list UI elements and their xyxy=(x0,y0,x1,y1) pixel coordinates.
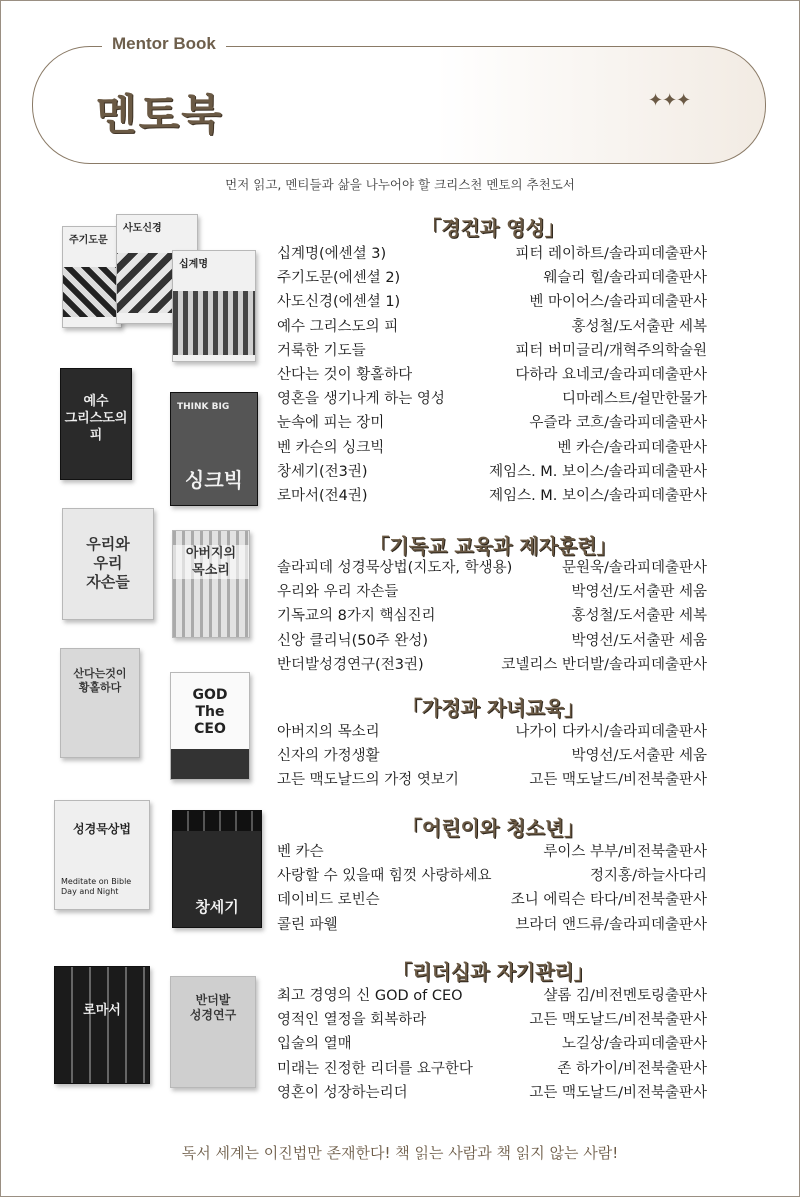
book-author-publisher: 루이스 부부/비전북출판사 xyxy=(543,844,707,860)
book-title: 십계명(에센셜 3) xyxy=(277,246,387,262)
book-list xyxy=(277,984,707,1105)
book-cover-vanderwaal-set xyxy=(170,976,256,1088)
cover-title: 우리와 우리 자손들 xyxy=(86,535,130,591)
book-title: 신앙 클리닉(50주 완성) xyxy=(277,632,429,649)
book-title: 데이비드 로빈슨 xyxy=(277,892,380,909)
book-row xyxy=(277,411,707,435)
book-row xyxy=(277,266,707,290)
book-title: 예수 그리스도의 피 xyxy=(277,318,399,335)
book-title: 콜린 파웰 xyxy=(277,916,338,933)
cover-title: 주기도문 xyxy=(69,235,108,246)
book-row xyxy=(277,387,707,411)
book-list xyxy=(277,840,707,937)
book-row xyxy=(277,460,707,484)
section-title: 「리더십과 자기관리」 xyxy=(392,960,594,984)
book-title: 영혼을 생기나게 하는 영성 xyxy=(277,391,445,408)
sparkle-icon: ✦✦✦ xyxy=(648,90,691,111)
book-author-publisher: 존 하가이/비전북출판사 xyxy=(557,1060,707,1077)
book-author-publisher: 박영선/도서출판 세움 xyxy=(571,632,707,649)
book-row xyxy=(277,363,707,387)
book-row xyxy=(277,1081,707,1105)
section-title: 「가정과 자녀교육」 xyxy=(401,696,585,720)
book-list xyxy=(277,556,707,677)
book-cover-god-the-ceo xyxy=(170,672,250,780)
book-cover-lords-prayer xyxy=(62,226,122,328)
book-title: 로마서(전4권) xyxy=(277,487,368,504)
book-author-publisher: 홍성철/도서출판 세복 xyxy=(571,318,707,335)
book-row xyxy=(277,1057,707,1081)
book-row xyxy=(277,556,707,580)
book-author-publisher: 고든 맥도날드/비전북출판사 xyxy=(529,772,707,789)
book-author-publisher: 고든 맥도날드/비전북출판사 xyxy=(529,1012,707,1029)
book-row xyxy=(277,629,707,653)
page-title: 멘토북 xyxy=(96,90,224,139)
book-title: 아버지의 목소리 xyxy=(277,724,380,740)
book-author-publisher: 다하라 요네코/솔라피데출판사 xyxy=(515,366,707,383)
book-title: 우리와 우리 자손들 xyxy=(277,584,399,601)
cover-title: 십계명 xyxy=(179,259,208,270)
book-cover-think-big xyxy=(170,392,258,506)
book-row xyxy=(277,290,707,314)
book-author-publisher: 피터 버미글리/개혁주의학술원 xyxy=(515,342,707,359)
book-author-publisher: 고든 맥도날드/비전북출판사 xyxy=(529,1084,707,1101)
book-row xyxy=(277,484,707,508)
book-row xyxy=(277,436,707,460)
book-row xyxy=(277,840,707,864)
book-title: 솔라피데 성경묵상법(지도자, 학생용) xyxy=(277,560,513,576)
book-author-publisher: 코넬리스 반더발/솔라피데출판사 xyxy=(501,656,707,673)
book-author-publisher: 브라더 앤드류/솔라피데출판사 xyxy=(515,916,707,933)
book-title: 거룩한 기도들 xyxy=(277,342,366,359)
cover-title: 반더발 성경연구 xyxy=(189,993,237,1022)
book-cover-blood-of-christ xyxy=(60,368,132,480)
book-row xyxy=(277,768,707,792)
book-title: 최고 경영의 신 GOD of CEO xyxy=(277,988,463,1004)
book-author-publisher: 제임스. M. 보이스/솔라피데출판사 xyxy=(489,487,707,504)
book-row xyxy=(277,744,707,768)
cover-title: 예수 그리스도의 피 xyxy=(64,394,128,443)
book-author-publisher: 노길상/솔라피데출판사 xyxy=(562,1036,707,1053)
book-title: 기독교의 8가지 핵심진리 xyxy=(277,608,436,625)
cover-title: 산다는것이 황홀하다 xyxy=(73,667,127,694)
page-subtitle: 먼저 읽고, 멘티들과 삶을 나누어야 할 크리스천 멘토의 추천도서 xyxy=(225,177,575,192)
cover-title: THINK BIG xyxy=(177,402,230,412)
cover-title: 사도신경 xyxy=(123,223,162,234)
book-title: 미래는 진정한 리더를 요구한다 xyxy=(277,1060,473,1077)
book-row xyxy=(277,913,707,937)
cover-title: 아버지의 목소리 xyxy=(173,545,249,579)
book-author-publisher: 우즐라 코흐/솔라피데출판사 xyxy=(529,415,707,432)
book-row xyxy=(277,653,707,677)
header-label: Mentor Book xyxy=(102,32,226,56)
book-cover-romans-set xyxy=(54,966,150,1084)
book-title: 주기도문(에센셜 2) xyxy=(277,270,401,287)
book-author-publisher: 박영선/도서출판 세움 xyxy=(571,584,707,601)
footer-quote: 독서 세계는 이진법만 존재한다! 책 읽는 사람과 책 읽지 않는 사람! xyxy=(181,1144,619,1162)
book-row xyxy=(277,242,707,266)
book-author-publisher: 문원욱/솔라피데출판사 xyxy=(562,560,707,576)
book-row xyxy=(277,1008,707,1032)
book-list xyxy=(277,242,707,508)
book-author-publisher: 나가이 다카시/솔라피데출판사 xyxy=(515,724,707,740)
book-cover-genesis-set xyxy=(172,810,262,928)
cover-big-title: 창세기 xyxy=(195,898,239,916)
book-title: 신자의 가정생활 xyxy=(277,748,380,765)
book-row xyxy=(277,1032,707,1056)
book-author-publisher: 샬롬 김/비전멘토링출판사 xyxy=(543,988,707,1004)
book-author-publisher: 박영선/도서출판 세움 xyxy=(571,748,707,765)
book-row xyxy=(277,720,707,744)
book-title: 눈속에 피는 장미 xyxy=(277,415,385,432)
book-cover-us-and-our-children xyxy=(62,508,154,620)
book-title: 고든 맥도날드의 가정 엿보기 xyxy=(277,772,459,789)
book-cover-ten-commandments xyxy=(172,250,256,362)
book-cover-living-is-ecstatic xyxy=(60,648,140,758)
book-author-publisher: 웨슬리 힐/솔라피데출판사 xyxy=(543,270,707,287)
book-row xyxy=(277,339,707,363)
book-row xyxy=(277,864,707,888)
book-list xyxy=(277,720,707,793)
section-title: 「어린이와 청소년」 xyxy=(401,816,585,840)
book-title: 입술의 열매 xyxy=(277,1036,352,1053)
book-author-publisher: 정지홍/하늘사다리 xyxy=(590,868,707,885)
cover-title: 성경묵상법 xyxy=(73,822,131,836)
section-title: 「기독교 교육과 제자훈련」 xyxy=(369,534,617,558)
book-row xyxy=(277,580,707,604)
cover-title: GOD The CEO xyxy=(192,687,228,737)
book-author-publisher: 제임스. M. 보이스/솔라피데출판사 xyxy=(489,463,707,480)
book-author-publisher: 벤 마이어스/솔라피데출판사 xyxy=(529,294,707,311)
cover-subtitle: Meditate on Bible Day and Night xyxy=(61,877,132,896)
book-author-publisher: 벤 카슨/솔라피데출판사 xyxy=(557,439,707,456)
section-title: 「경건과 영성」 xyxy=(421,216,565,240)
book-author-publisher: 피터 레이하트/솔라피데출판사 xyxy=(515,246,707,262)
cover-big-title: 싱크빅 xyxy=(185,468,243,492)
book-title: 벤 카슨의 싱크빅 xyxy=(277,439,385,456)
book-cover-bible-meditation xyxy=(54,800,150,910)
book-cover-fathers-voice xyxy=(172,530,250,638)
book-title: 사랑할 수 있을때 힘껏 사랑하세요 xyxy=(277,868,492,885)
book-row xyxy=(277,888,707,912)
book-title: 벤 카슨 xyxy=(277,844,324,860)
book-row xyxy=(277,315,707,339)
book-title: 반더발성경연구(전3권) xyxy=(277,656,424,673)
book-title: 영적인 열정을 회복하라 xyxy=(277,1012,427,1029)
book-title: 창세기(전3권) xyxy=(277,463,368,480)
book-title: 사도신경(에센셜 1) xyxy=(277,294,401,311)
book-title: 영혼이 성장하는리더 xyxy=(277,1084,408,1101)
cover-big-title: 로마서 xyxy=(83,1003,121,1018)
book-row xyxy=(277,984,707,1008)
book-title: 산다는 것이 황홀하다 xyxy=(277,366,413,383)
book-author-publisher: 디마레스트/쉴만한물가 xyxy=(562,391,707,408)
book-author-publisher: 조니 에릭슨 타다/비전북출판사 xyxy=(510,892,707,909)
book-row xyxy=(277,604,707,628)
book-author-publisher: 홍성철/도서출판 세복 xyxy=(571,608,707,625)
